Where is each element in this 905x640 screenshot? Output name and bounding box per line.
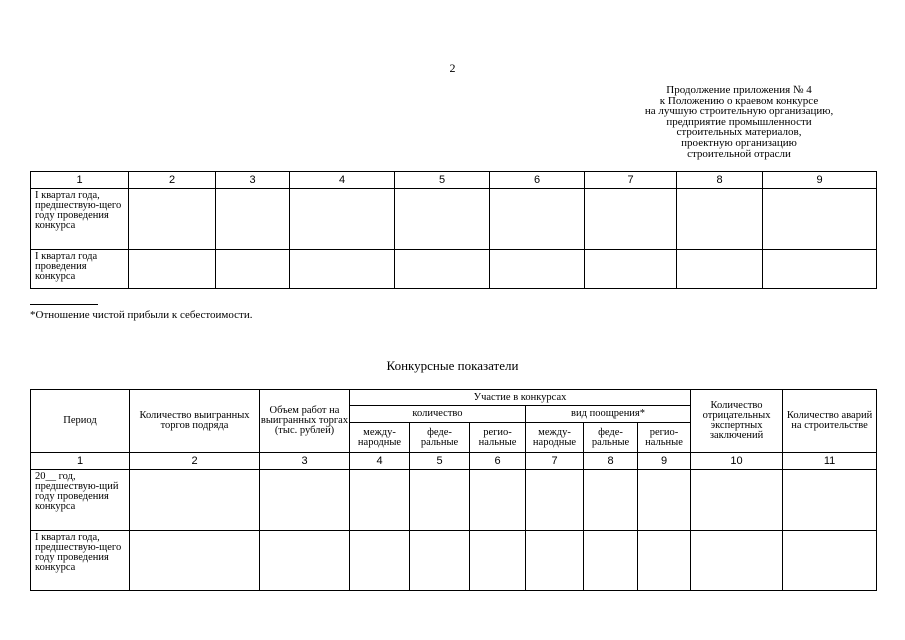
header-period: Период xyxy=(31,390,130,453)
header-award-type: вид поощрения* xyxy=(526,406,691,423)
table-cell[interactable] xyxy=(130,470,260,531)
appendix-line: строительной отрасли xyxy=(687,147,791,160)
table-cell[interactable] xyxy=(490,189,585,250)
table-cell[interactable] xyxy=(395,250,490,289)
column-number: 8 xyxy=(677,172,763,189)
table-cell[interactable] xyxy=(584,470,638,531)
table-cell[interactable] xyxy=(584,531,638,591)
table-cell[interactable] xyxy=(490,250,585,289)
column-number: 3 xyxy=(216,172,290,189)
table-cell[interactable] xyxy=(130,531,260,591)
table-cell[interactable] xyxy=(129,189,216,250)
column-number: 7 xyxy=(585,172,677,189)
table-cell[interactable] xyxy=(783,531,877,591)
header-international: между-народные xyxy=(526,423,584,453)
appendix-line: строительных материалов, xyxy=(676,126,802,139)
header-federal: феде-ральные xyxy=(410,423,470,453)
table-cell[interactable] xyxy=(691,470,783,531)
table-cell[interactable] xyxy=(585,189,677,250)
table-cell[interactable] xyxy=(395,189,490,250)
header-negative-reviews: Количество отрицательных экспертных заключений xyxy=(691,390,783,453)
table-cell[interactable] xyxy=(260,531,350,591)
header-accidents: Количество аварий на строительстве xyxy=(783,390,877,453)
table-cell[interactable] xyxy=(290,189,395,250)
table-cell[interactable] xyxy=(216,250,290,289)
table-cell[interactable] xyxy=(350,470,410,531)
row-label: I квартал года, предшествую-щего году проведения конкурса xyxy=(31,189,129,250)
column-number: 5 xyxy=(395,172,490,189)
column-number: 4 xyxy=(290,172,395,189)
appendix-line: Продолжение приложения № 4 xyxy=(666,84,812,96)
table-cell[interactable] xyxy=(526,470,584,531)
header-won-tenders: Количество выигранных торгов подряда xyxy=(130,390,260,453)
header-work-volume: Объем работ на выигранных торгах (тыс. рублей) xyxy=(260,390,350,453)
table-cell[interactable] xyxy=(677,250,763,289)
row-label: I квартал года проведения конкурса xyxy=(31,250,129,289)
footnote: *Отношение чистой прибыли к себестоимости. xyxy=(30,309,253,321)
header-federal: феде-ральные xyxy=(584,423,638,453)
column-number: 1 xyxy=(31,172,129,189)
appendix-line: предприятие промышленности xyxy=(666,115,812,128)
page-number: 2 xyxy=(449,61,456,75)
table-cell[interactable] xyxy=(410,470,470,531)
column-number: 9 xyxy=(763,172,877,189)
column-number: 1 xyxy=(31,453,130,470)
row-label: I квартал года, предшествую-щего году проведения конкурса xyxy=(31,531,130,591)
column-number: 8 xyxy=(584,453,638,470)
footnote-divider xyxy=(30,304,98,305)
table-cell[interactable] xyxy=(638,531,691,591)
column-number: 2 xyxy=(129,172,216,189)
table-cell[interactable] xyxy=(691,531,783,591)
header-quantity: количество xyxy=(350,406,526,423)
table-cell[interactable] xyxy=(526,531,584,591)
appendix-line: на лучшую строительную организацию, xyxy=(644,105,834,118)
table-cell[interactable] xyxy=(783,470,877,531)
competition-indicators-table xyxy=(30,389,877,591)
table-cell[interactable] xyxy=(470,531,526,591)
indicators-table-continued xyxy=(30,171,877,289)
header-regional: регио-нальные xyxy=(470,423,526,453)
appendix-note xyxy=(609,85,869,159)
table-cell[interactable] xyxy=(290,250,395,289)
column-number: 2 xyxy=(130,453,260,470)
column-number: 11 xyxy=(783,453,877,470)
column-number: 5 xyxy=(410,453,470,470)
row-label: 20__ год, предшествую-щий году проведения конкурса xyxy=(31,470,130,531)
column-number: 3 xyxy=(260,453,350,470)
table-cell[interactable] xyxy=(763,250,877,289)
table-cell[interactable] xyxy=(585,250,677,289)
table-cell[interactable] xyxy=(470,470,526,531)
column-number: 9 xyxy=(638,453,691,470)
column-number: 10 xyxy=(691,453,783,470)
table-cell[interactable] xyxy=(410,531,470,591)
appendix-line: проектную организацию xyxy=(681,136,797,149)
table-cell[interactable] xyxy=(638,470,691,531)
header-regional: регио-нальные xyxy=(638,423,691,453)
appendix-line: к Положению о краевом конкурсе xyxy=(659,94,819,107)
column-number: 6 xyxy=(470,453,526,470)
table-cell[interactable] xyxy=(763,189,877,250)
column-number: 7 xyxy=(526,453,584,470)
table-cell[interactable] xyxy=(350,531,410,591)
column-number: 4 xyxy=(350,453,410,470)
table-cell[interactable] xyxy=(260,470,350,531)
table-cell[interactable] xyxy=(129,250,216,289)
header-participation: Участие в конкурсах xyxy=(350,390,691,406)
header-international: между-народные xyxy=(350,423,410,453)
column-number: 6 xyxy=(490,172,585,189)
section-title: Конкурсные показатели xyxy=(386,358,519,373)
table-cell[interactable] xyxy=(216,189,290,250)
table-cell[interactable] xyxy=(677,189,763,250)
